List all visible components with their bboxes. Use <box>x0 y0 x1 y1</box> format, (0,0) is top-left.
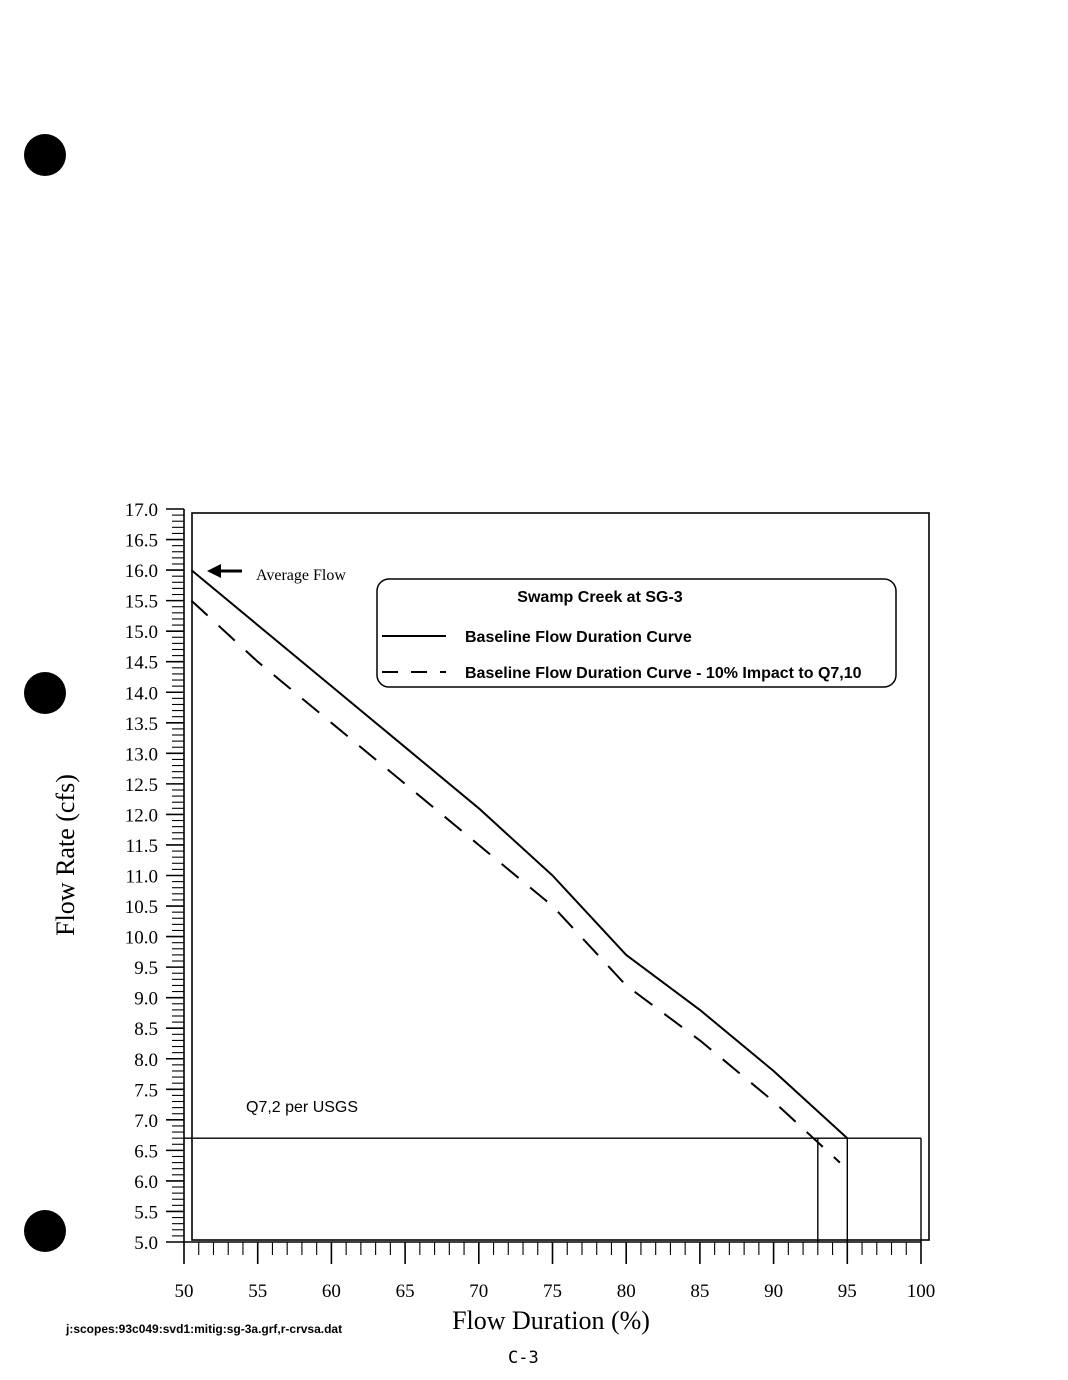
x-axis-title: Flow Duration (%) <box>452 1306 650 1335</box>
y-tick-label: 15.5 <box>124 591 158 613</box>
y-tick-label: 14.5 <box>124 652 158 674</box>
y-tick-label: 9.0 <box>134 988 158 1010</box>
y-tick-label: 14.0 <box>124 683 158 705</box>
y-tick-label: 10.0 <box>124 927 158 949</box>
y-tick-label: 6.0 <box>134 1171 158 1193</box>
y-tick-label: 13.5 <box>124 713 158 735</box>
y-tick-label: 11.0 <box>125 866 158 888</box>
reference-lines <box>184 1138 921 1242</box>
x-tick-label: 60 <box>321 1281 341 1302</box>
legend <box>377 579 896 687</box>
y-tick-label: 10.5 <box>124 897 158 919</box>
average-flow-arrow-head <box>207 564 221 578</box>
x-tick-label: 90 <box>764 1281 784 1302</box>
q72-label: Q7,2 per USGS <box>246 1099 359 1116</box>
x-tick-label: 50 <box>174 1281 194 1302</box>
y-tick-label: 17.0 <box>124 500 158 521</box>
file-reference: j:scopes:93c049:svd1:mitig:sg-3a.grf,r-crvsa.dat <box>66 1322 343 1336</box>
y-tick-label: 8.0 <box>134 1049 158 1071</box>
y-tick-label: 5.0 <box>134 1233 158 1254</box>
x-axis-ticks <box>175 1242 936 1302</box>
legend-dashed-label: Baseline Flow Duration Curve - 10% Impact to Q7,10 <box>465 665 862 682</box>
y-tick-label: 16.5 <box>124 530 158 552</box>
y-tick-label: 6.5 <box>134 1141 158 1163</box>
x-tick-label: 80 <box>616 1281 636 1302</box>
average-flow-label: Average Flow <box>256 567 346 584</box>
x-tick-label: 95 <box>837 1281 857 1302</box>
y-tick-label: 12.0 <box>124 805 158 827</box>
y-tick-label: 11.5 <box>125 835 158 857</box>
x-tick-label: 70 <box>469 1281 489 1302</box>
x-tick-label: 65 <box>395 1281 415 1302</box>
x-tick-label: 85 <box>690 1281 710 1302</box>
y-tick-label: 15.0 <box>124 622 158 644</box>
x-tick-label: 75 <box>543 1281 562 1302</box>
legend-title: Swamp Creek at SG-3 <box>517 589 683 606</box>
y-tick-label: 7.5 <box>134 1080 158 1102</box>
y-tick-label: 9.5 <box>134 958 158 980</box>
y-tick-label: 16.0 <box>124 561 158 583</box>
legend-solid-label: Baseline Flow Duration Curve <box>465 629 692 646</box>
y-axis-ticks <box>125 500 184 1254</box>
y-tick-label: 13.0 <box>124 744 158 766</box>
x-tick-label: 100 <box>906 1281 936 1302</box>
y-tick-label: 8.5 <box>134 1019 158 1041</box>
y-tick-label: 5.5 <box>134 1202 158 1224</box>
page-number: C-3 <box>508 1348 539 1368</box>
y-tick-label: 12.5 <box>124 774 158 796</box>
y-axis-title: Flow Rate (cfs) <box>51 774 80 936</box>
x-tick-label: 55 <box>248 1281 268 1302</box>
average-flow-annotation <box>207 564 346 584</box>
y-tick-label: 7.0 <box>134 1110 158 1132</box>
